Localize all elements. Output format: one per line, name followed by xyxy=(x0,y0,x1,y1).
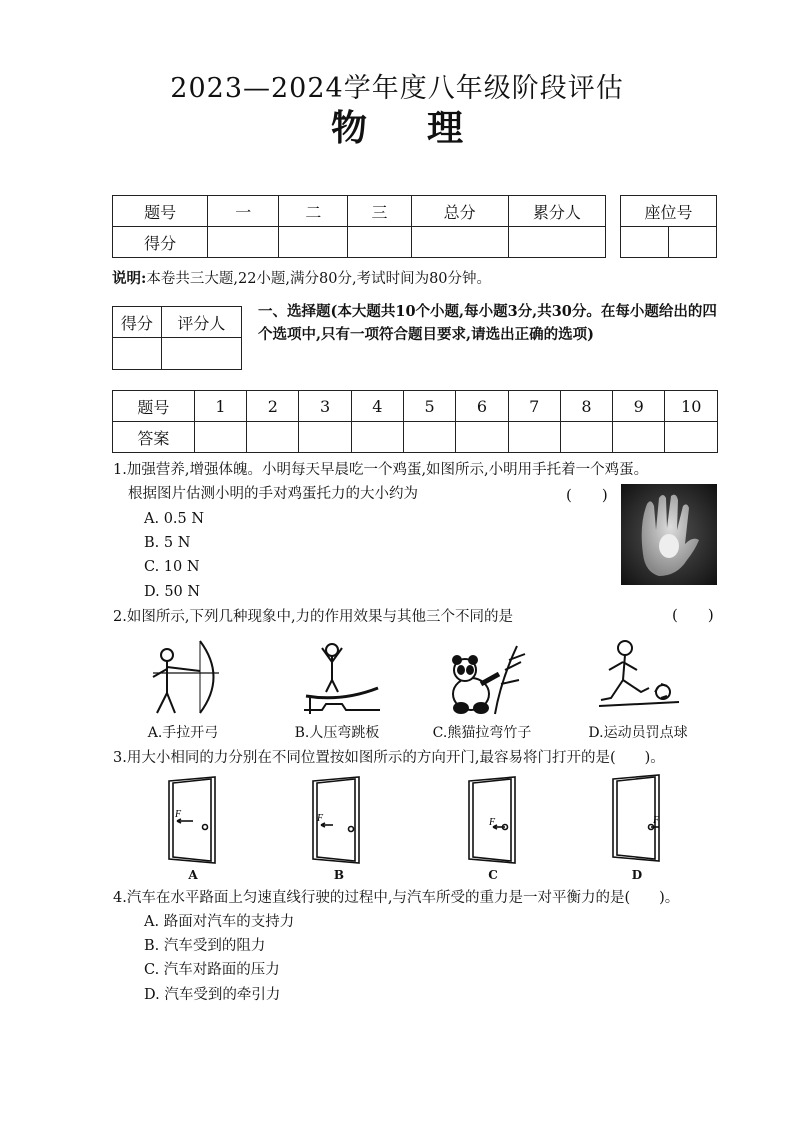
score-table xyxy=(112,195,606,258)
door-b-drawing xyxy=(307,775,367,867)
answer-cell xyxy=(404,422,456,453)
q2-caption-c: C.熊猫拉弯竹子 xyxy=(432,725,532,741)
seat-cell xyxy=(668,227,716,258)
answer-cell xyxy=(299,422,351,453)
answer-table xyxy=(112,390,718,453)
answer-number: 5 xyxy=(404,391,456,422)
answer-cell xyxy=(560,422,612,453)
q2-answer-paren: ( ) xyxy=(672,606,714,624)
seat-label: 座位号 xyxy=(621,196,717,227)
answer-number: 2 xyxy=(247,391,299,422)
door-c-drawing xyxy=(463,775,523,867)
door-label-d: D xyxy=(631,868,643,882)
note-label: 说明: xyxy=(112,270,147,287)
q2-stem: 2.如图所示,下列几种现象中,力的作用效果与其他三个不同的是 xyxy=(113,609,514,625)
score-cell xyxy=(279,227,348,258)
door-label-a: A xyxy=(188,868,198,882)
answer-cell xyxy=(247,422,299,453)
door-label-b: B xyxy=(333,868,345,882)
door-b-force-label: F xyxy=(317,813,324,824)
subject-title: 物理 xyxy=(330,107,523,149)
panda-bamboo-drawing xyxy=(445,640,529,716)
score-table-header-cell: 二 xyxy=(279,196,348,227)
seat-cell xyxy=(621,227,669,258)
score-table-header-cell: 总分 xyxy=(411,196,508,227)
door-a-force-label: F xyxy=(175,809,182,820)
answer-number: 7 xyxy=(508,391,560,422)
score-table-header-cell: 累分人 xyxy=(508,196,605,227)
section-one-heading: 一、选择题(本大题共10个小题,每小题3分,共30分。在每小题给出的四个选项中,只有一项符合题目要求,请选出正确的选项) xyxy=(258,303,717,343)
exam-note xyxy=(112,267,491,288)
answer-number: 8 xyxy=(560,391,612,422)
q4-option-d: D. 汽车受到的牵引力 xyxy=(144,987,281,1003)
door-d-force-label: F xyxy=(653,815,660,826)
answer-number: 1 xyxy=(194,391,246,422)
q4-option-c: C. 汽车对路面的压力 xyxy=(144,962,280,978)
seat-table xyxy=(620,195,717,258)
hand-egg-photo xyxy=(621,484,717,585)
score-cell xyxy=(508,227,605,258)
soccer-player-drawing xyxy=(595,636,685,716)
answer-table-row-label: 答案 xyxy=(113,422,195,453)
q1-stem-line1: 1.加强营养,增强体魄。小明每天早晨吃一个鸡蛋,如图所示,小明用手托着一个鸡蛋。 xyxy=(113,462,649,478)
answer-cell xyxy=(665,422,718,453)
grader-score-label: 得分 xyxy=(113,307,162,338)
grader-score-cell xyxy=(113,338,162,370)
answer-cell xyxy=(456,422,508,453)
answer-table-row-label: 题号 xyxy=(113,391,195,422)
grader-name-cell xyxy=(161,338,241,370)
grader-box xyxy=(112,306,242,370)
q2-caption-a: A.手拉开弓 xyxy=(147,725,219,741)
score-cell xyxy=(348,227,411,258)
score-table-header-cell: 一 xyxy=(208,196,279,227)
score-cell xyxy=(208,227,279,258)
answer-cell xyxy=(508,422,560,453)
answer-number: 9 xyxy=(613,391,665,422)
q1-option-c: C. 10 N xyxy=(144,559,200,575)
q2-caption-d: D.运动员罚点球 xyxy=(588,725,688,741)
archer-drawing xyxy=(145,637,225,717)
answer-cell xyxy=(351,422,403,453)
answer-number: 3 xyxy=(299,391,351,422)
door-c-force-label: F xyxy=(489,817,496,828)
answer-number: 10 xyxy=(665,391,718,422)
q1-option-a: A. 0.5 N xyxy=(144,511,205,527)
answer-number: 4 xyxy=(351,391,403,422)
diving-board-drawing xyxy=(302,640,382,716)
q1-stem-line2: 根据图片估测小明的手对鸡蛋托力的大小约为 xyxy=(128,486,418,502)
q1-option-d: D. 50 N xyxy=(144,584,201,600)
door-d-drawing xyxy=(607,773,667,865)
q1-answer-paren: ( ) xyxy=(566,486,608,504)
answer-cell xyxy=(613,422,665,453)
q4-stem: 4.汽车在水平路面上匀速直线行驶的过程中,与汽车所受的重力是一对平衡力的是( )。 xyxy=(113,890,680,906)
grader-name-label: 评分人 xyxy=(161,307,241,338)
q3-stem: 3.用大小相同的力分别在不同位置按如图所示的方向开门,最容易将门打开的是( )。 xyxy=(113,750,665,766)
q1-option-b: B. 5 N xyxy=(144,535,191,551)
q4-option-a: A. 路面对汽车的支持力 xyxy=(144,914,295,930)
score-cell xyxy=(411,227,508,258)
q2-caption-b: B.人压弯跳板 xyxy=(294,725,380,741)
score-table-row-label: 得分 xyxy=(113,227,208,258)
q4-option-b: B. 汽车受到的阻力 xyxy=(144,938,266,954)
door-a-drawing xyxy=(163,775,223,867)
answer-number: 6 xyxy=(456,391,508,422)
answer-cell xyxy=(194,422,246,453)
door-label-c: C xyxy=(488,868,498,882)
score-table-header-cell: 三 xyxy=(348,196,411,227)
score-table-header-cell: 题号 xyxy=(113,196,208,227)
exam-title: 2023—2024学年度八年级阶段评估 xyxy=(170,73,624,104)
note-text: 本卷共三大题,22小题,满分80分,考试时间为80分钟。 xyxy=(146,271,492,287)
